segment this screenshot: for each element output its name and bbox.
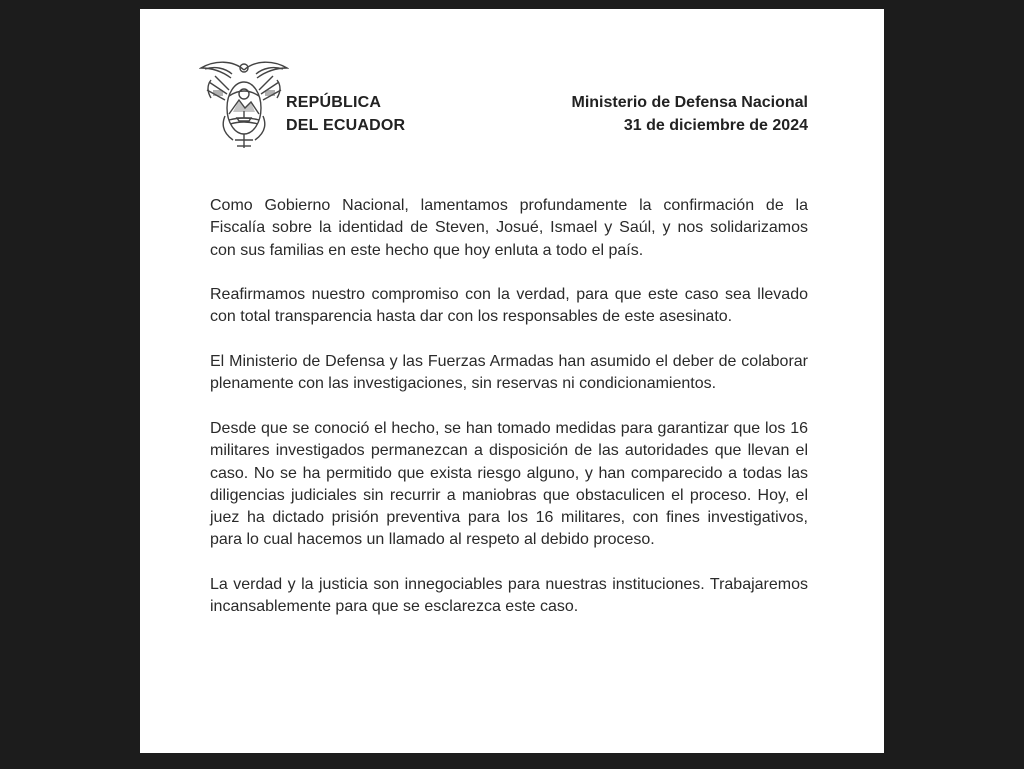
country-name-line2: DEL ECUADOR — [286, 117, 406, 134]
paragraph-5: La verdad y la justicia son innegociables para nuestras instituciones. Trabajaremos incansablemente para que se esclarezca este caso. — [210, 576, 808, 616]
paragraph-3: El Ministerio de Defensa y las Fuerzas Armadas han asumido el deber de colaborar plenamente con las investigaciones, sin reservas ni condicionamientos. — [210, 353, 808, 393]
issuer-block — [571, 91, 808, 137]
coat-of-arms-icon — [199, 56, 289, 156]
country-name — [286, 91, 405, 137]
paragraph-4: Desde que se conoció el hecho, se han tomado medidas para garantizar que los 16 militares investigados permanezcan a disposición de las autoridades que llevan el caso. No se ha permitido que exista riesgo alguno, y han comparecido a todas las diligencias judiciales sin recurrir a maniobras que obstaculicen el proceso. Hoy, el juez ha dictado prisión preventiva para los 16 militares, con fines investigativos, para lo cual hacemos un llamado al respeto al debido proceso. — [210, 419, 808, 549]
statement-body — [210, 195, 808, 641]
country-name-line1: REPÚBLICA — [286, 94, 382, 111]
document-page — [140, 9, 884, 753]
document-date: 31 de diciembre de 2024 — [623, 117, 808, 134]
paragraph-2: Reafirmamos nuestro compromiso con la verdad, para que este caso sea llevado con total transparencia hasta dar con los responsables de este asesinato. — [210, 286, 808, 326]
paragraph-1: Como Gobierno Nacional, lamentamos profundamente la confirmación de la Fiscalía sobre la identidad de Steven, Josué, Ismael y Saúl, y nos solidarizamos con sus familias en este hecho que hoy enluta a todo el país. — [210, 197, 808, 259]
ministry-name: Ministerio de Defensa Nacional — [571, 94, 808, 111]
